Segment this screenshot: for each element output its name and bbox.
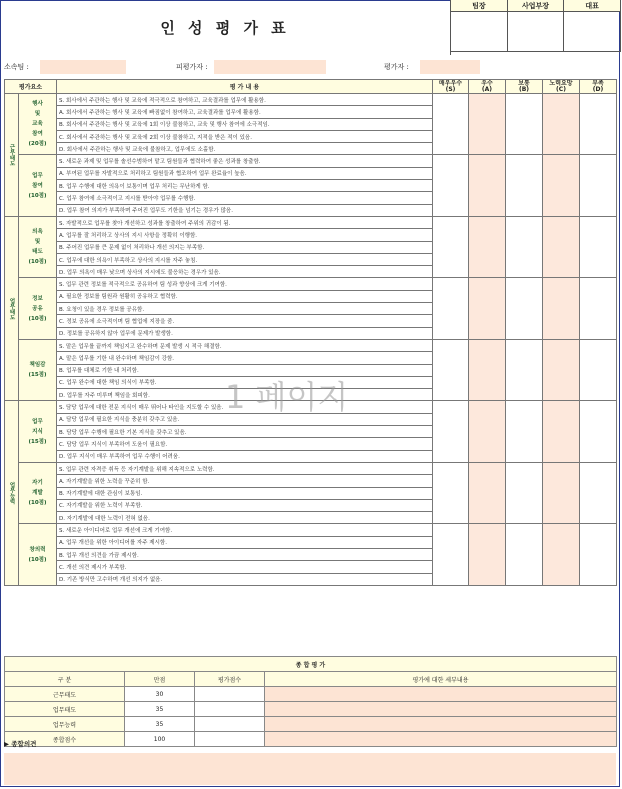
summary-table — [4, 656, 617, 747]
score-cell[interactable] — [469, 462, 506, 523]
criteria-text: B. 회사에서 주관하는 행사 및 교육에 1회 이상 불참하고, 교육 및 행사 참여에 소극적임. — [57, 118, 433, 130]
criteria-text: C. 개선 의견 제시가 부족함. — [57, 561, 433, 573]
criteria-text: C. 정보 공유에 소극적이며 팀 협업에 지장을 줌. — [57, 315, 433, 327]
criteria-text: S. 자발적으로 업무를 찾아 개선하고 성과를 창출하여 주위의 귀감이 됨. — [57, 216, 433, 228]
category-label: 의욕 및 태도 (10점) — [19, 216, 57, 277]
score-cell[interactable] — [433, 94, 469, 155]
opinion-field[interactable] — [4, 753, 616, 785]
summary-heading: 종 합 평 가 — [5, 657, 617, 672]
criteria-text: S. 업무 관련 정보를 적극적으로 공유하여 팀 성과 향상에 크게 기여함. — [57, 278, 433, 290]
criteria-text: A. 맡은 업무를 기한 내 완수하며 책임감이 강함. — [57, 352, 433, 364]
criteria-text: A. 회사에서 주관하는 행사 및 교육에 빠짐없이 참여하고, 교육결과를 업무에 활용함. — [57, 106, 433, 118]
summary-col-header: 구 분 — [5, 672, 125, 687]
score-cell[interactable] — [580, 401, 617, 462]
evaluated-label: 피평가자 : — [176, 63, 208, 71]
summary-row-label: 근무태도 — [5, 687, 125, 702]
category-label: 행사 및 교육 참여 (20점) — [19, 94, 57, 155]
criteria-text: S. 회사에서 주관하는 행사 및 교육에 적극적으로 참여하고, 교육결과를 업무에 활용함. — [57, 94, 433, 106]
score-cell[interactable] — [506, 401, 543, 462]
summary-detail-field[interactable] — [265, 717, 617, 732]
score-cell[interactable] — [433, 401, 469, 462]
criteria-text: A. 부여된 업무를 자발적으로 처리하고 팀원들과 협조하여 업무 완료율이 높음. — [57, 167, 433, 179]
score-cell[interactable] — [506, 524, 543, 585]
approval-box — [450, 0, 621, 55]
score-cell[interactable] — [580, 94, 617, 155]
score-cell[interactable] — [543, 216, 580, 277]
criteria-text: D. 기존 방식만 고수하며 개선 의지가 없음. — [57, 573, 433, 585]
criteria-text: C. 업무에 대한 의욕이 부족하고 상사의 지시를 자주 놓침. — [57, 253, 433, 265]
score-cell[interactable] — [433, 462, 469, 523]
criteria-text: S. 새로운 과제 및 업무를 솔선수범하여 맡고 팀원들과 협력하여 좋은 성과를 창출함. — [57, 155, 433, 167]
criteria-text: C. 담당 업무 지식이 부족하여 도움이 필요함. — [57, 438, 433, 450]
approval-label: 대표 — [564, 0, 621, 12]
section-label: 업무능력 — [5, 401, 19, 585]
summary-row-label: 종합점수 — [5, 732, 125, 747]
score-cell[interactable] — [580, 216, 617, 277]
score-cell[interactable] — [580, 339, 617, 400]
info-row — [4, 60, 616, 74]
score-cell[interactable] — [543, 94, 580, 155]
dept-label: 소속팀 : — [4, 63, 29, 71]
evaluator-field[interactable] — [420, 60, 480, 74]
score-cell[interactable] — [580, 462, 617, 523]
criteria-text: B. 담당 업무 수행에 필요한 기본 지식을 갖추고 있음. — [57, 426, 433, 438]
table-row — [5, 278, 617, 290]
score-cell[interactable] — [469, 278, 506, 339]
criteria-text: B. 요청이 있을 경우 정보를 공유함. — [57, 303, 433, 315]
score-cell[interactable] — [506, 94, 543, 155]
summary-detail-field[interactable] — [265, 702, 617, 717]
summary-col-header: 만점 — [125, 672, 195, 687]
score-cell[interactable] — [543, 155, 580, 216]
criteria-text: S. 업무 관련 자격증 취득 등 자기계발을 위해 지속적으로 노력함. — [57, 462, 433, 474]
score-header: 보통 (B) — [506, 80, 543, 94]
criteria-text: B. 업무를 대체로 기한 내 처리함. — [57, 364, 433, 376]
score-cell[interactable] — [580, 524, 617, 585]
score-cell[interactable] — [543, 339, 580, 400]
criteria-text: C. 업무 참여에 소극적이고 지시를 받아야 업무를 수행함. — [57, 192, 433, 204]
page-title: 인 성 평 가 표 — [160, 19, 290, 37]
score-cell[interactable] — [469, 94, 506, 155]
score-cell[interactable] — [506, 216, 543, 277]
score-cell[interactable] — [543, 401, 580, 462]
score-cell[interactable] — [506, 155, 543, 216]
score-header: 매우우수 (S) — [433, 80, 469, 94]
score-cell[interactable] — [433, 216, 469, 277]
content-header: 평 가 내 용 — [57, 80, 433, 94]
score-cell[interactable] — [469, 401, 506, 462]
score-cell[interactable] — [469, 216, 506, 277]
criteria-text: S. 새로운 아이디어로 업무 개선에 크게 기여함. — [57, 524, 433, 536]
criteria-text: S. 맡은 업무를 끝까지 책임지고 완수하며 문제 발생 시 적극 해결함. — [57, 339, 433, 351]
section-label: 근무태도 — [5, 94, 19, 217]
summary-max-score: 30 — [125, 687, 195, 702]
score-header: 부족 (D) — [580, 80, 617, 94]
score-cell[interactable] — [506, 462, 543, 523]
criteria-text: B. 자기계발에 대한 관심이 보통임. — [57, 487, 433, 499]
criteria-text: D. 회사에서 주관하는 행사 및 교육에 불참하고, 업무에도 소홀함. — [57, 143, 433, 155]
criteria-text: C. 자기계발을 위한 노력이 부족함. — [57, 499, 433, 511]
approval-sign-field[interactable] — [451, 12, 508, 52]
table-row — [5, 339, 617, 351]
criteria-text: D. 업무 의욕이 매우 낮으며 상사의 지시에도 불응하는 경우가 있음. — [57, 266, 433, 278]
category-label: 정보 공유 (10점) — [19, 278, 57, 339]
criteria-text: A. 담당 업무에 필요한 지식을 충분히 갖추고 있음. — [57, 413, 433, 425]
category-label: 업무 지식 (15점) — [19, 401, 57, 462]
opinion-label: ▶ 종합의견 — [4, 740, 37, 748]
approval-sign-field[interactable] — [564, 12, 621, 52]
score-cell[interactable] — [469, 339, 506, 400]
table-row — [5, 462, 617, 474]
table-row — [5, 94, 617, 106]
category-label: 책임감 (15점) — [19, 339, 57, 400]
criteria-text: A. 업무 개선을 위한 아이디어를 자주 제시함. — [57, 536, 433, 548]
score-cell[interactable] — [433, 524, 469, 585]
score-cell[interactable] — [469, 524, 506, 585]
category-label: 자기 계발 (10점) — [19, 462, 57, 523]
page-watermark: 1 페이지 — [225, 378, 349, 416]
summary-max-score: 100 — [125, 732, 195, 747]
criteria-text: B. 주어진 업무를 큰 문제 없이 처리하나 개선 의지는 부족함. — [57, 241, 433, 253]
score-cell[interactable] — [580, 155, 617, 216]
criteria-text: A. 업무를 잘 처리하고 상사의 지시 사항을 정확히 이행함. — [57, 229, 433, 241]
dept-field[interactable] — [40, 60, 126, 74]
score-cell[interactable] — [580, 278, 617, 339]
evaluator-label: 평가자 : — [384, 63, 409, 71]
summary-max-score: 35 — [125, 717, 195, 732]
criteria-text: D. 업무를 자주 미루며 책임을 회피함. — [57, 389, 433, 401]
criteria-text: A. 필요한 정보를 팀원과 원활히 공유하고 협력함. — [57, 290, 433, 302]
category-label: 업무 참여 (10점) — [19, 155, 57, 216]
evaluation-table — [4, 79, 617, 586]
score-cell[interactable] — [506, 339, 543, 400]
criteria-text: B. 업무 수행에 대한 의욕이 보통이며 업무 처리는 무난하게 함. — [57, 180, 433, 192]
score-cell[interactable] — [543, 462, 580, 523]
criteria-text: C. 업무 완수에 대한 책임 의식이 부족함. — [57, 376, 433, 388]
score-cell[interactable] — [543, 524, 580, 585]
score-cell[interactable] — [433, 155, 469, 216]
criteria-text: S. 담당 업무에 대한 전문 지식이 매우 뛰어나 타인을 지도할 수 있음. — [57, 401, 433, 413]
criteria-text: C. 회사에서 주관하는 행사 및 교육에 2회 이상 불참하고, 지적을 받은 적이 있음. — [57, 130, 433, 142]
summary-detail-field[interactable] — [265, 687, 617, 702]
criteria-text: D. 업무 참여 의지가 부족하며 주어진 업무도 기한을 넘기는 경우가 많음. — [57, 204, 433, 216]
criteria-text: D. 정보를 공유하지 않아 업무에 문제가 발생함. — [57, 327, 433, 339]
score-header: 노력요망 (C) — [543, 80, 580, 94]
score-cell[interactable] — [543, 278, 580, 339]
score-cell[interactable] — [433, 339, 469, 400]
criteria-text: A. 자기계발을 위한 노력을 꾸준히 함. — [57, 475, 433, 487]
table-row — [5, 155, 617, 167]
section-label: 업무태도 — [5, 216, 19, 400]
factor-header: 평가요소 — [5, 80, 57, 94]
evaluated-field[interactable] — [214, 60, 326, 74]
summary-col-header: 평가에 대한 세부내용 — [265, 672, 617, 687]
approval-sign-field[interactable] — [508, 12, 565, 52]
table-row — [5, 216, 617, 228]
summary-score-field[interactable] — [195, 702, 265, 717]
table-row — [5, 524, 617, 536]
score-cell[interactable] — [469, 155, 506, 216]
score-cell[interactable] — [433, 278, 469, 339]
approval-label: 사업부장 — [508, 0, 565, 12]
criteria-text: D. 자기계발에 대한 노력이 전혀 없음. — [57, 512, 433, 524]
category-label: 창의력 (10점) — [19, 524, 57, 585]
score-cell[interactable] — [506, 278, 543, 339]
summary-col-header: 평가점수 — [195, 672, 265, 687]
score-header: 우수 (A) — [469, 80, 506, 94]
criteria-text: D. 업무 지식이 매우 부족하여 업무 수행이 어려움. — [57, 450, 433, 462]
summary-score-field[interactable] — [195, 687, 265, 702]
summary-score-field[interactable] — [195, 717, 265, 732]
summary-row-label: 업무태도 — [5, 702, 125, 717]
summary-row-label: 업무능력 — [5, 717, 125, 732]
approval-label: 팀장 — [451, 0, 508, 12]
summary-max-score: 35 — [125, 702, 195, 717]
criteria-text: B. 업무 개선 의견을 가끔 제시함. — [57, 548, 433, 560]
